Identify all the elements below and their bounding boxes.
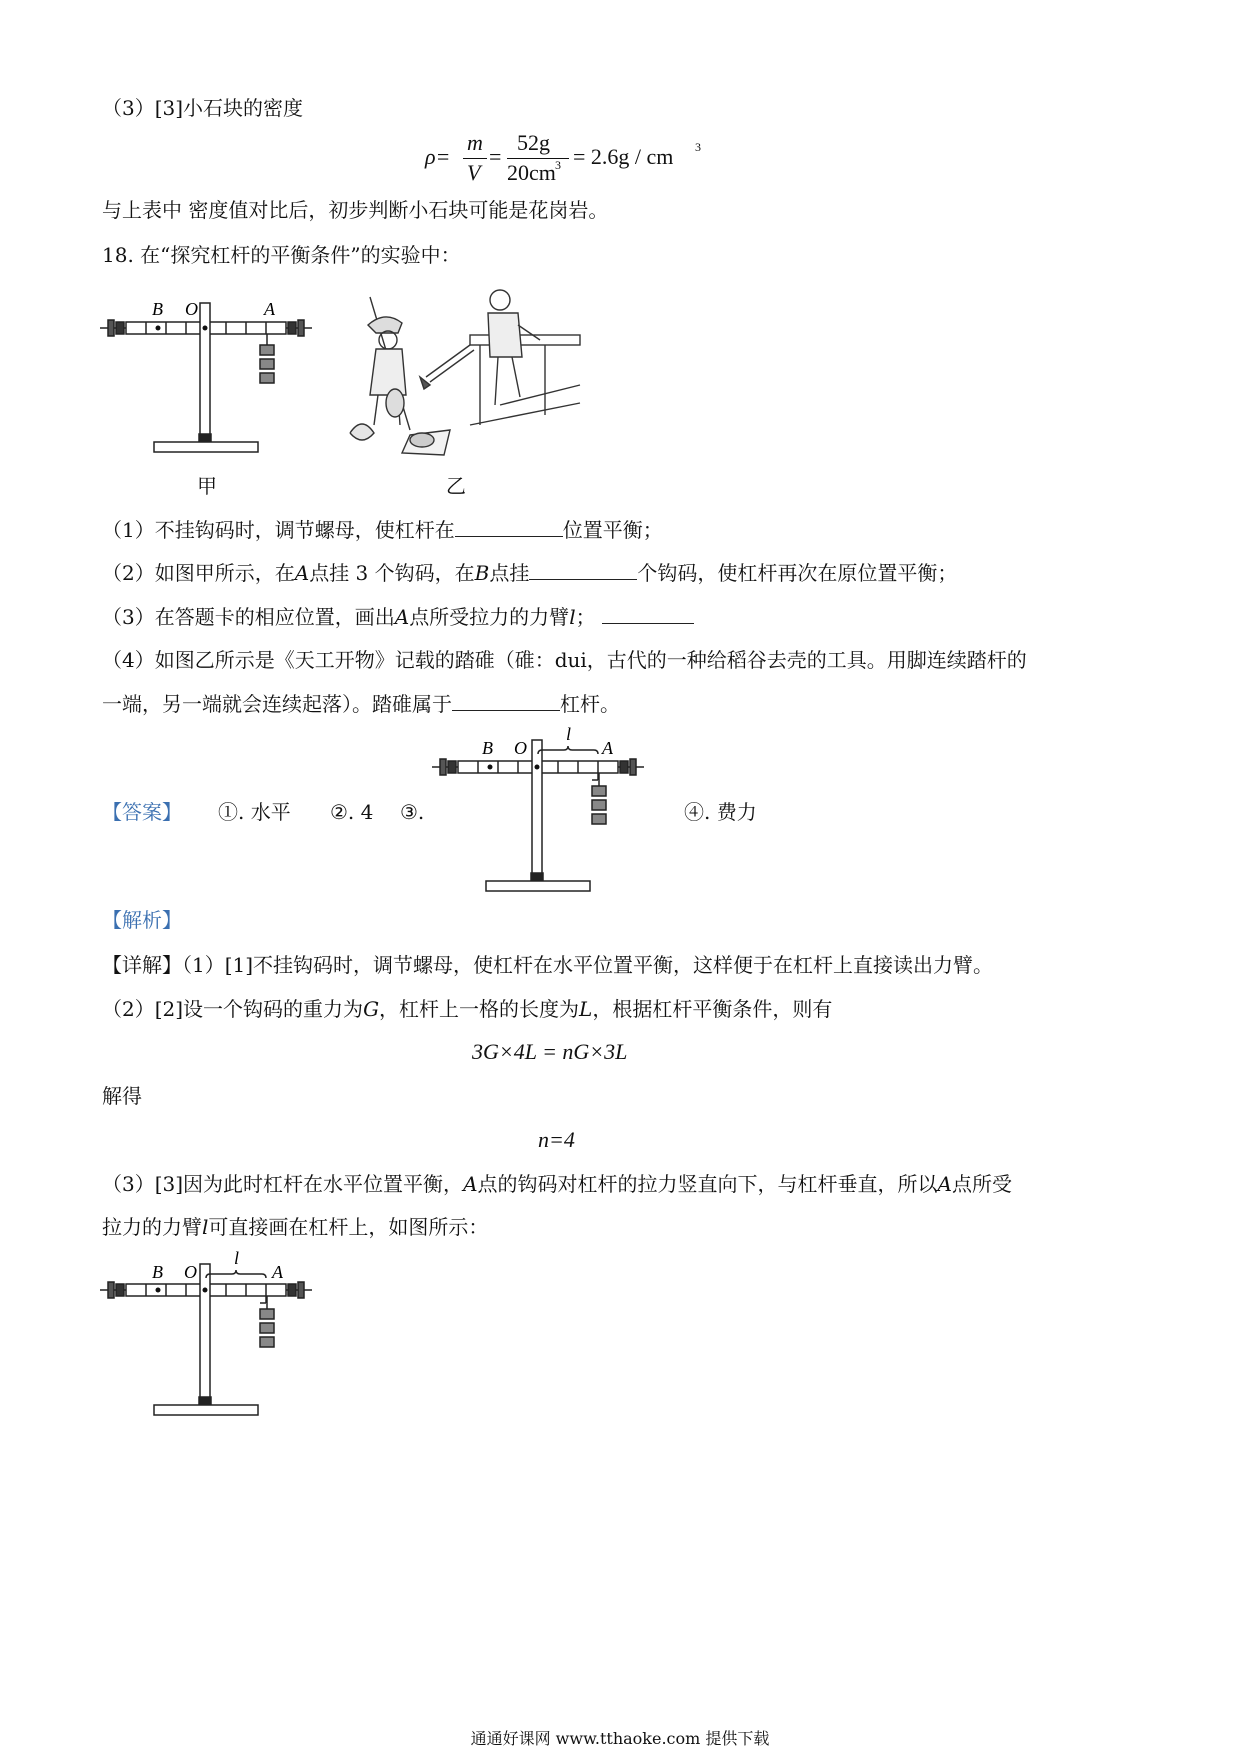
label-B-exp: B — [152, 1262, 163, 1282]
density-formula: ρ= m V = 52g 20cm 3 = 2.6g / cm 3 — [425, 130, 701, 185]
q18-item-1: （1）不挂钩码时，调节螺母，使杠杆在 位置平衡； — [102, 518, 663, 542]
label-l-ans: l — [566, 724, 572, 744]
analysis-p2: （2）[2]设一个钩码的重力为G，杠杆上一格的长度为L，根据杠杆平衡条件，则有 — [102, 997, 833, 1021]
q18-item-4-line2: 一端，另一端就会连续起落）。踏碓属于 杠杆。 — [102, 692, 620, 716]
tadui-illustration — [340, 285, 585, 460]
label-A-jia: A — [264, 299, 275, 319]
blank-1[interactable] — [455, 516, 563, 537]
analysis-solve: 解得 — [102, 1084, 142, 1108]
analysis-p1: 【详解】（1）[1]不挂钩码时，调节螺母，使杠杆在水平位置平衡，这样便于在杠杆上直接读出力臂。 — [102, 953, 994, 977]
label-O-jia: O — [185, 299, 198, 319]
label-A-exp: A — [272, 1262, 283, 1282]
analysis-p3-line1: （3）[3]因为此时杠杆在水平位置平衡，A点的钩码对杠杆的拉力竖直向下，与杠杆垂直，所以A点所受 — [102, 1172, 1012, 1196]
label-B-ans: B — [482, 738, 493, 758]
density-heading: （3）[3]小石块的密度 — [102, 96, 304, 120]
lever-figure-explained — [100, 1248, 315, 1423]
caption-yi: 乙 — [446, 474, 466, 498]
blank-4[interactable] — [452, 690, 560, 711]
blank-3[interactable] — [602, 603, 694, 624]
q18-item-2: （2）如图甲所示，在A点挂 3 个钩码，在B点挂 个钩码，使杠杆再次在原位置平衡； — [102, 561, 958, 585]
label-O-exp: O — [184, 1262, 197, 1282]
equation-balance: 3G×4L = nG×3L — [472, 1039, 628, 1064]
label-A-ans: A — [602, 738, 613, 758]
analysis-tag: 【解析】 — [102, 908, 182, 932]
label-O-ans: O — [514, 738, 527, 758]
answer-tag: 【答案】 — [102, 800, 182, 824]
answer-2: ②. 4 — [330, 800, 374, 824]
page-footer: 通通好课网 www.tthaoke.com 提供下载 — [470, 1729, 770, 1748]
density-conclusion: 与上表中 密度值对比后，初步判断小石块可能是花岗岩。 — [102, 198, 609, 222]
answer-3: ③. — [400, 800, 425, 824]
lever-figure-answer — [432, 720, 647, 900]
answer-4: ④. 费力 — [684, 800, 757, 824]
analysis-p3-line2: 拉力的力臂l可直接画在杠杆上，如图所示： — [102, 1215, 489, 1239]
q18-item-3: （3）在答题卡的相应位置，画出A点所受拉力的力臂l； — [102, 603, 694, 631]
q18-stem: 18. 在“探究杠杆的平衡条件”的实验中： — [102, 243, 461, 267]
blank-2[interactable] — [529, 559, 637, 580]
label-B-jia: B — [152, 299, 163, 319]
lever-figure-jia — [100, 295, 315, 460]
answer-1: ①. 水平 — [218, 800, 291, 824]
caption-jia: 甲 — [197, 474, 217, 498]
equation-result: n=4 — [538, 1127, 575, 1152]
q18-item-4-line1: （4）如图乙所示是《天工开物》记载的踏碓（碓：dui，古代的一种给稻谷去壳的工具。用脚连续踏杆的 — [102, 648, 1027, 672]
label-l-exp: l — [234, 1248, 240, 1268]
